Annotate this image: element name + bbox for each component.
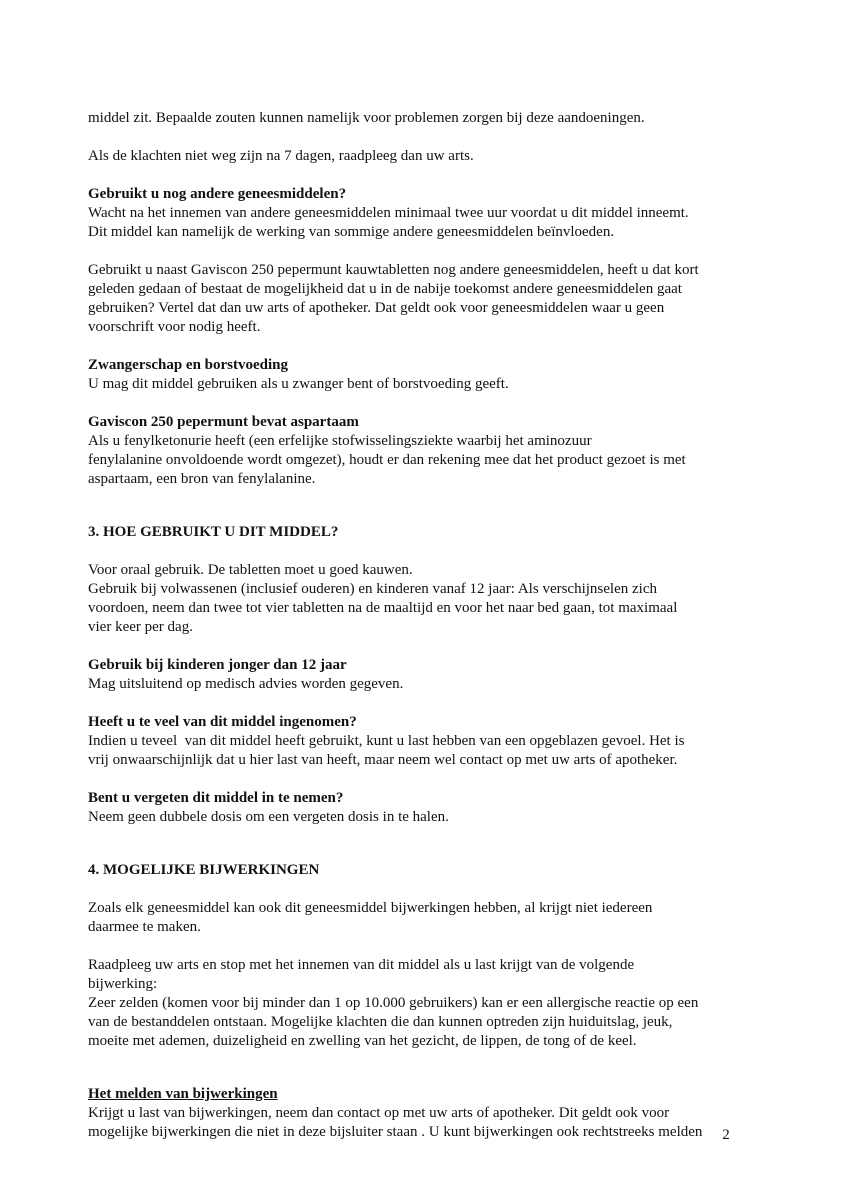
- paragraph: [88, 675, 778, 694]
- paragraph: [88, 808, 778, 827]
- text-line: Het melden van bijwerkingen: [88, 1086, 278, 1102]
- text-line: Zoals elk geneesmiddel kan ook dit geneesmiddel bijwerkingen hebben, al krijgt niet iedereen: [88, 900, 653, 916]
- underlined-heading: [88, 1085, 778, 1104]
- text-line: Gebruik bij volwassenen (inclusief ouderen) en kinderen vanaf 12 jaar: Als verschijnselen zich: [88, 581, 657, 597]
- text-line: vrij onwaarschijnlijk dat u hier last van heeft, maar neem wel contact op met uw arts of apotheker.: [88, 752, 678, 768]
- text-line: voordoen, neem dan twee tot vier tabletten na de maaltijd en voor het naar bed gaan, tot maximaal: [88, 600, 678, 616]
- text-line: 3. HOE GEBRUIKT U DIT MIDDEL?: [88, 524, 339, 540]
- text-line: Zeer zelden (komen voor bij minder dan 1 op 10.000 gebruikers) kan er een allergische reactie op een: [88, 995, 699, 1011]
- text-line: aspartaam, een bron van fenylalanine.: [88, 471, 316, 487]
- text-line: 4. MOGELIJKE BIJWERKINGEN: [88, 862, 320, 878]
- text-line: moeite met ademen, duizeligheid en zwelling van het gezicht, de lippen, de tong of de keel.: [88, 1033, 637, 1049]
- paragraph: [88, 375, 778, 394]
- subheading: [88, 185, 778, 204]
- text-line: voorschrift voor nodig heeft.: [88, 319, 261, 335]
- section-heading: [88, 523, 778, 542]
- document-content: [88, 109, 778, 1142]
- text-line: Heeft u te veel van dit middel ingenomen?: [88, 714, 357, 730]
- subheading: [88, 356, 778, 375]
- text-line: Krijgt u last van bijwerkingen, neem dan contact op met uw arts of apotheker. Dit geldt ook voor: [88, 1105, 670, 1121]
- paragraph: [88, 956, 778, 1051]
- text-line: vier keer per dag.: [88, 619, 193, 635]
- subheading: [88, 656, 778, 675]
- paragraph: [88, 109, 778, 128]
- text-line: mogelijke bijwerkingen die niet in deze bijsluiter staan . U kunt bijwerkingen ook rechtstreeks melden: [88, 1124, 703, 1140]
- text-line: daarmee te maken.: [88, 919, 201, 935]
- text-line: U mag dit middel gebruiken als u zwanger bent of borstvoeding geeft.: [88, 376, 509, 392]
- text-line: Wacht na het innemen van andere geneesmiddelen minimaal twee uur voordat u dit middel inneemt.: [88, 205, 689, 221]
- text-line: Als de klachten niet weg zijn na 7 dagen, raadpleeg dan uw arts.: [88, 148, 474, 164]
- text-line: Als u fenylketonurie heeft (een erfelijke stofwisselingsziekte waarbij het aminozuur: [88, 433, 592, 449]
- page-number: 2: [722, 1127, 730, 1143]
- subheading: [88, 413, 778, 432]
- paragraph: [88, 1104, 778, 1142]
- text-line: Mag uitsluitend op medisch advies worden gegeven.: [88, 676, 404, 692]
- subheading: [88, 713, 778, 732]
- paragraph: [88, 261, 778, 337]
- text-line: Bent u vergeten dit middel in te nemen?: [88, 790, 344, 806]
- subheading: [88, 789, 778, 808]
- text-line: Dit middel kan namelijk de werking van sommige andere geneesmiddelen beïnvloeden.: [88, 224, 615, 240]
- text-line: Gebruikt u naast Gaviscon 250 pepermunt kauwtabletten nog andere geneesmiddelen, heeft u dat kort: [88, 262, 699, 278]
- text-line: fenylalanine onvoldoende wordt omgezet), houdt er dan rekening mee dat het product gezoet is met: [88, 452, 686, 468]
- text-line: Raadpleeg uw arts en stop met het innemen van dit middel als u last krijgt van de volgende: [88, 957, 635, 973]
- text-line: Indien u teveel van dit middel heeft gebruikt, kunt u last hebben van een opgeblazen gevoel. Het is: [88, 733, 685, 749]
- paragraph: [88, 432, 778, 489]
- paragraph: [88, 732, 778, 770]
- text-line: van de bestanddelen ontstaan. Mogelijke klachten die dan kunnen optreden zijn huiduitslag, jeuk,: [88, 1014, 673, 1030]
- text-line: Gebruik bij kinderen jonger dan 12 jaar: [88, 657, 347, 673]
- text-line: Gebruikt u nog andere geneesmiddelen?: [88, 186, 347, 202]
- text-line: Gaviscon 250 pepermunt bevat aspartaam: [88, 414, 359, 430]
- text-line: bijwerking:: [88, 976, 158, 992]
- text-line: Voor oraal gebruik. De tabletten moet u goed kauwen.: [88, 562, 413, 578]
- paragraph: [88, 147, 778, 166]
- text-line: middel zit. Bepaalde zouten kunnen namelijk voor problemen zorgen bij deze aandoeningen.: [88, 110, 645, 126]
- text-line: geleden gedaan of bestaat de mogelijkheid dat u in de nabije toekomst andere geneesmiddelen gaat: [88, 281, 682, 297]
- paragraph: [88, 561, 778, 637]
- text-line: Zwangerschap en borstvoeding: [88, 357, 289, 373]
- text-line: Neem geen dubbele dosis om een vergeten dosis in te halen.: [88, 809, 449, 825]
- paragraph: [88, 899, 778, 937]
- section-heading: [88, 861, 778, 880]
- paragraph: [88, 204, 778, 242]
- text-line: gebruiken? Vertel dat dan uw arts of apotheker. Dat geldt ook voor geneesmiddelen waar u geen: [88, 300, 665, 316]
